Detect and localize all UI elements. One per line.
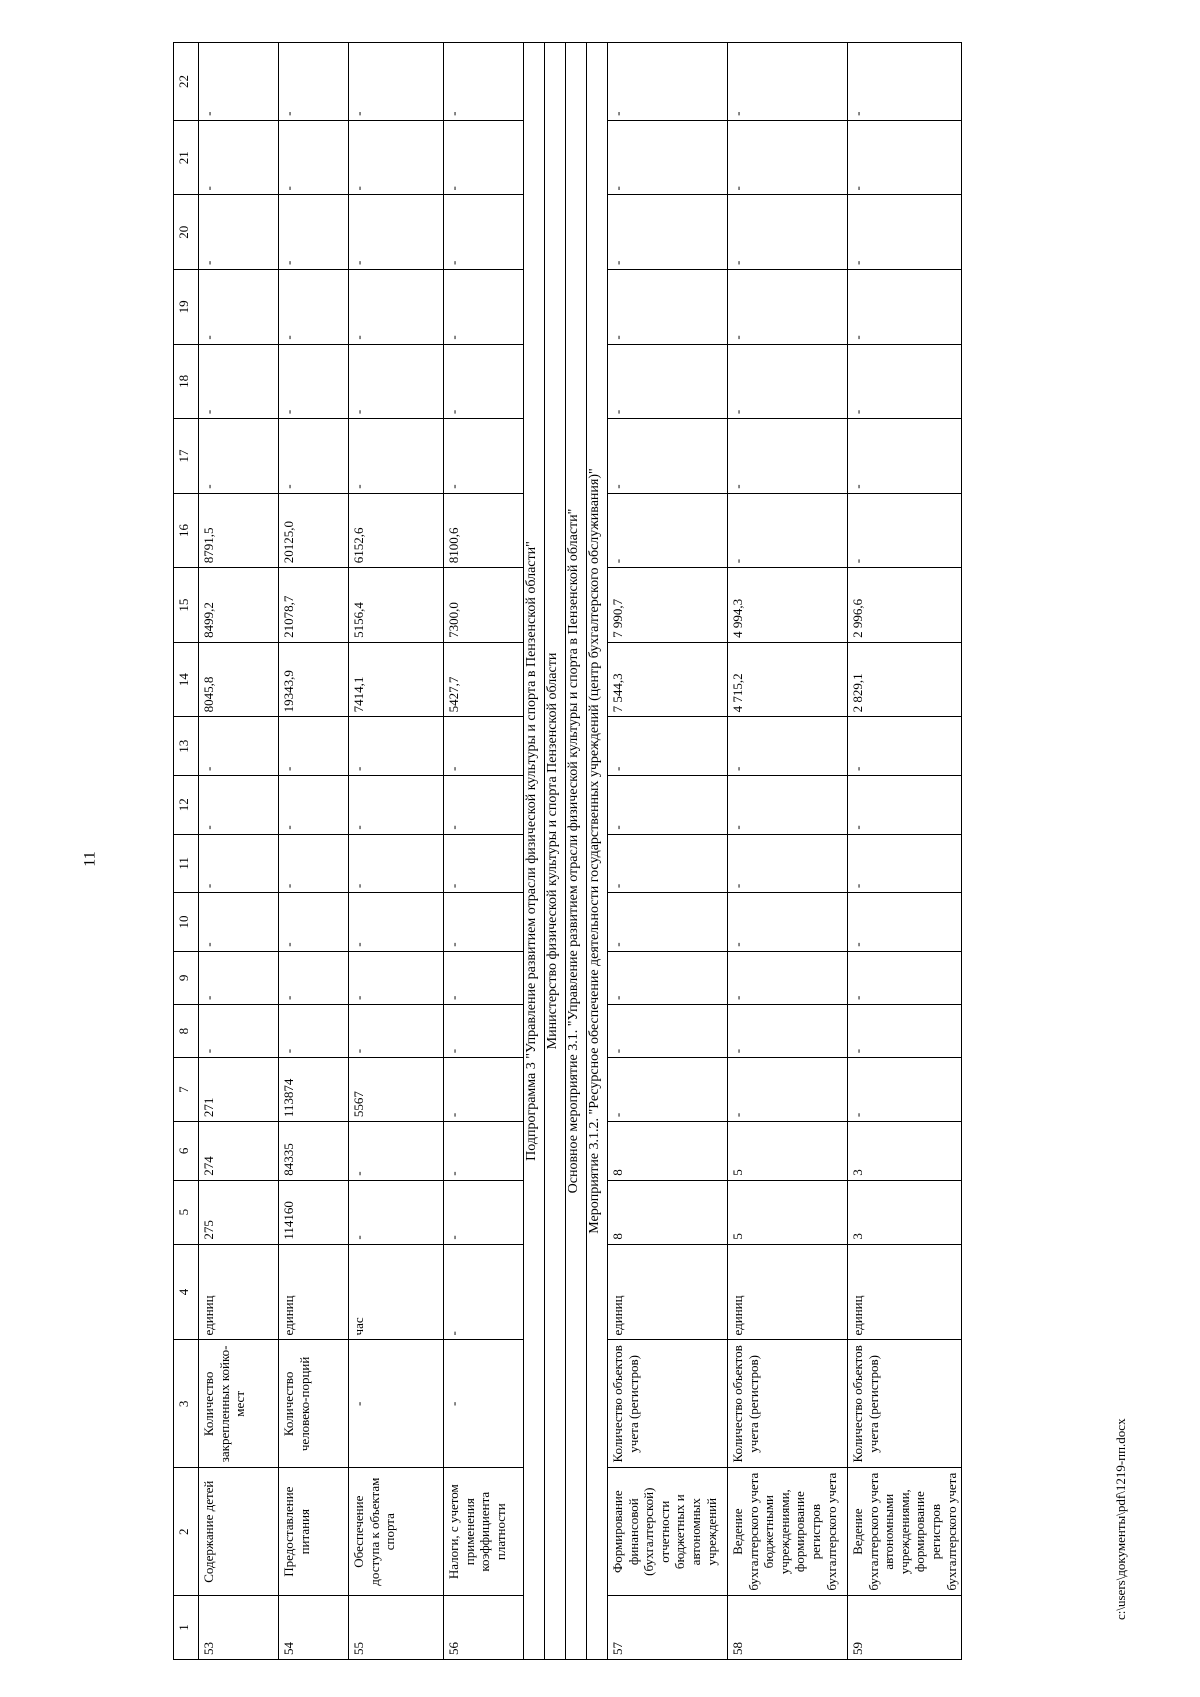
table-cell: 275 xyxy=(199,1180,279,1244)
table-cell: Ведение бухгалтерского учета автономными учреждениями, формирование регистров бухгалтерского учета xyxy=(848,1468,962,1596)
section-row xyxy=(545,43,566,1660)
table-cell: - xyxy=(444,270,524,345)
table-cell: - xyxy=(848,951,962,1004)
table-cell: - xyxy=(608,493,728,568)
table-cell: 59 xyxy=(848,1596,962,1660)
table-cell: 7 544,3 xyxy=(608,642,728,717)
column-number-2: 2 xyxy=(174,1468,199,1596)
table-cell: Налоги, с учетом применения коэффициента платности xyxy=(444,1468,524,1596)
table-cell: - xyxy=(608,893,728,952)
table-cell: - xyxy=(848,493,962,568)
column-number-12: 12 xyxy=(174,775,199,834)
table-cell: - xyxy=(349,1122,444,1181)
table-cell: - xyxy=(444,1340,524,1468)
table-cell: - xyxy=(728,1004,848,1057)
column-number-8: 8 xyxy=(174,1004,199,1057)
table-cell: 19343,9 xyxy=(279,642,349,717)
table-cell: - xyxy=(608,419,728,494)
column-number-1: 1 xyxy=(174,1596,199,1660)
table-row xyxy=(279,43,349,1660)
table-cell: - xyxy=(608,120,728,195)
table-cell: 54 xyxy=(279,1596,349,1660)
table-cell: - xyxy=(848,717,962,776)
table-cell: - xyxy=(279,120,349,195)
table-cell: 113874 xyxy=(279,1058,349,1122)
column-number-5: 5 xyxy=(174,1180,199,1244)
table-cell: - xyxy=(199,775,279,834)
table-cell: - xyxy=(608,1004,728,1057)
table-cell: - xyxy=(848,270,962,345)
table-cell: Обеспечение доступа к объектам спорта xyxy=(349,1468,444,1596)
table-row xyxy=(199,43,279,1660)
table-cell: 58 xyxy=(728,1596,848,1660)
page-number: 11 xyxy=(81,851,99,867)
table-cell: - xyxy=(444,1244,524,1340)
table-cell: - xyxy=(728,195,848,270)
table-cell: - xyxy=(199,120,279,195)
column-number-7: 7 xyxy=(174,1058,199,1122)
table-cell: - xyxy=(349,344,444,419)
section-heading: Министерство физической культуры и спорта Пензенской области xyxy=(545,43,566,1660)
table-cell: - xyxy=(444,120,524,195)
table-cell: - xyxy=(349,717,444,776)
section-heading: Мероприятие 3.1.2. "Ресурсное обеспечение деятельности государственных учреждений (центр бухгалтерского обслуживания)" xyxy=(587,43,608,1660)
section-heading: Подпрограмма 3 "Управление развитием отрасли физической культуры и спорта в Пензенской области" xyxy=(524,43,545,1660)
table-cell: - xyxy=(349,834,444,893)
table-cell: - xyxy=(608,344,728,419)
section-heading: Основное мероприятие 3.1. "Управление развитием отрасли физической культуры и спорта в Пензенской области" xyxy=(566,43,587,1660)
table-cell: Формирование финансовой (бухгалтерской) отчетности бюджетных и автономных учреждений xyxy=(608,1468,728,1596)
table-cell: - xyxy=(199,951,279,1004)
table-cell: - xyxy=(444,43,524,121)
section-row xyxy=(566,43,587,1660)
table-cell: 4 715,2 xyxy=(728,642,848,717)
column-number-20: 20 xyxy=(174,195,199,270)
table-cell: 8045,8 xyxy=(199,642,279,717)
table-cell: - xyxy=(728,344,848,419)
table-cell: Количество человеко-порций xyxy=(279,1340,349,1468)
data-table xyxy=(173,42,962,1660)
section-row xyxy=(587,43,608,1660)
table-cell: - xyxy=(349,893,444,952)
table-cell: - xyxy=(728,775,848,834)
table-cell: - xyxy=(349,270,444,345)
table-cell: 7 990,7 xyxy=(608,568,728,643)
column-number-14: 14 xyxy=(174,642,199,717)
table-cell: - xyxy=(279,775,349,834)
table-cell: 8499,2 xyxy=(199,568,279,643)
rotated-table-container xyxy=(173,42,962,1660)
table-cell: - xyxy=(199,834,279,893)
table-cell: единиц xyxy=(848,1244,962,1340)
table-cell: - xyxy=(444,834,524,893)
table-cell: - xyxy=(444,951,524,1004)
column-number-10: 10 xyxy=(174,893,199,952)
table-cell: - xyxy=(349,43,444,121)
table-cell: - xyxy=(848,775,962,834)
column-number-19: 19 xyxy=(174,270,199,345)
table-cell: - xyxy=(728,493,848,568)
table-cell: - xyxy=(279,270,349,345)
table-cell: Количество объектов учета (регистров) xyxy=(608,1340,728,1468)
column-number-11: 11 xyxy=(174,834,199,893)
table-cell: 21078,7 xyxy=(279,568,349,643)
table-cell: - xyxy=(608,43,728,121)
table-cell: - xyxy=(728,951,848,1004)
table-cell: - xyxy=(444,419,524,494)
table-cell: Ведение бухгалтерского учета бюджетными учреждениями, формирование регистров бухгалтерского учета xyxy=(728,1468,848,1596)
table-cell: 8 xyxy=(608,1180,728,1244)
table-cell: единиц xyxy=(728,1244,848,1340)
table-cell: - xyxy=(848,1004,962,1057)
table-cell: Содержание детей xyxy=(199,1468,279,1596)
table-cell: - xyxy=(199,893,279,952)
table-cell: - xyxy=(848,195,962,270)
table-cell: 5427,7 xyxy=(444,642,524,717)
table-cell: 56 xyxy=(444,1596,524,1660)
table-cell: - xyxy=(608,951,728,1004)
table-cell: - xyxy=(349,1180,444,1244)
table-cell: - xyxy=(279,893,349,952)
table-cell: - xyxy=(728,893,848,952)
table-cell: - xyxy=(848,43,962,121)
column-number-4: 4 xyxy=(174,1244,199,1340)
table-cell: - xyxy=(728,120,848,195)
table-cell: - xyxy=(349,951,444,1004)
table-cell: - xyxy=(848,120,962,195)
table-cell: - xyxy=(279,834,349,893)
table-cell: - xyxy=(608,1058,728,1122)
table-cell: - xyxy=(444,893,524,952)
table-cell: час xyxy=(349,1244,444,1340)
table-cell: 7300,0 xyxy=(444,568,524,643)
table-cell: - xyxy=(608,775,728,834)
table-cell: - xyxy=(199,195,279,270)
table-cell: - xyxy=(848,834,962,893)
table-cell: - xyxy=(444,195,524,270)
table-cell: - xyxy=(728,270,848,345)
table-cell: - xyxy=(199,43,279,121)
footer-path: c:\users\документы\pdf\1219-пп.docx xyxy=(1113,1418,1128,1620)
table-cell: - xyxy=(728,1058,848,1122)
table-cell: - xyxy=(444,775,524,834)
section-row xyxy=(524,43,545,1660)
table-cell: - xyxy=(728,834,848,893)
table-cell: - xyxy=(848,419,962,494)
table-row xyxy=(608,43,728,1660)
table-cell: - xyxy=(349,775,444,834)
table-cell: 2 996,6 xyxy=(848,568,962,643)
table-cell: - xyxy=(349,195,444,270)
table-cell: Предоставление питания xyxy=(279,1468,349,1596)
table-cell: - xyxy=(728,717,848,776)
table-cell: - xyxy=(349,120,444,195)
table-cell: 2 829,1 xyxy=(848,642,962,717)
column-number-21: 21 xyxy=(174,120,199,195)
table-cell: - xyxy=(608,270,728,345)
column-number-6: 6 xyxy=(174,1122,199,1181)
table-cell: 3 xyxy=(848,1122,962,1181)
column-number-15: 15 xyxy=(174,568,199,643)
table-cell: 53 xyxy=(199,1596,279,1660)
table-cell: 5 xyxy=(728,1180,848,1244)
table-cell: - xyxy=(279,344,349,419)
column-number-3: 3 xyxy=(174,1340,199,1468)
table-cell: - xyxy=(349,1340,444,1468)
column-number-22: 22 xyxy=(174,43,199,121)
table-row xyxy=(848,43,962,1660)
table-cell: - xyxy=(199,419,279,494)
table-cell: - xyxy=(444,1180,524,1244)
table-cell: - xyxy=(279,1004,349,1057)
column-number-row xyxy=(174,43,199,1660)
table-cell: 7414,1 xyxy=(349,642,444,717)
table-cell: 84335 xyxy=(279,1122,349,1181)
table-cell: - xyxy=(848,1058,962,1122)
table-cell: 4 994,3 xyxy=(728,568,848,643)
table-cell: 5156,4 xyxy=(349,568,444,643)
table-cell: - xyxy=(444,344,524,419)
table-cell: Количество объектов учета (регистров) xyxy=(848,1340,962,1468)
table-cell: 6152,6 xyxy=(349,493,444,568)
table-cell: - xyxy=(279,951,349,1004)
column-number-16: 16 xyxy=(174,493,199,568)
table-cell: - xyxy=(279,419,349,494)
table-cell: - xyxy=(444,717,524,776)
table-cell: - xyxy=(279,195,349,270)
table-cell: 55 xyxy=(349,1596,444,1660)
table-cell: - xyxy=(279,717,349,776)
table-cell: - xyxy=(444,1122,524,1181)
column-number-9: 9 xyxy=(174,951,199,1004)
table-cell: - xyxy=(199,1004,279,1057)
table-cell: Количество закрепленных койко-мест xyxy=(199,1340,279,1468)
column-number-17: 17 xyxy=(174,419,199,494)
table-cell: 271 xyxy=(199,1058,279,1122)
table-cell: - xyxy=(444,1004,524,1057)
table-cell: Количество объектов учета (регистров) xyxy=(728,1340,848,1468)
table-cell: 3 xyxy=(848,1180,962,1244)
table-cell: - xyxy=(444,1058,524,1122)
table-cell: 274 xyxy=(199,1122,279,1181)
table-cell: 5 xyxy=(728,1122,848,1181)
table-cell: единиц xyxy=(279,1244,349,1340)
table-row xyxy=(728,43,848,1660)
table-cell: единиц xyxy=(608,1244,728,1340)
table-cell: единиц xyxy=(199,1244,279,1340)
table-cell: - xyxy=(608,717,728,776)
table-cell: - xyxy=(349,419,444,494)
table-cell: 57 xyxy=(608,1596,728,1660)
table-cell: - xyxy=(199,717,279,776)
table-cell: - xyxy=(608,195,728,270)
table-cell: 8 xyxy=(608,1122,728,1181)
table-cell: - xyxy=(199,344,279,419)
table-row xyxy=(349,43,444,1660)
column-number-18: 18 xyxy=(174,344,199,419)
table-cell: - xyxy=(608,834,728,893)
column-number-13: 13 xyxy=(174,717,199,776)
table-cell: - xyxy=(728,419,848,494)
table-cell: 8791,5 xyxy=(199,493,279,568)
table-cell: 8100,6 xyxy=(444,493,524,568)
table-cell: - xyxy=(848,344,962,419)
table-cell: - xyxy=(848,893,962,952)
table-cell: - xyxy=(279,43,349,121)
table-cell: - xyxy=(199,270,279,345)
table-cell: 114160 xyxy=(279,1180,349,1244)
table-cell: 20125,0 xyxy=(279,493,349,568)
table-row xyxy=(444,43,524,1660)
table-cell: - xyxy=(728,43,848,121)
table-cell: - xyxy=(349,1004,444,1057)
table-cell: 5567 xyxy=(349,1058,444,1122)
